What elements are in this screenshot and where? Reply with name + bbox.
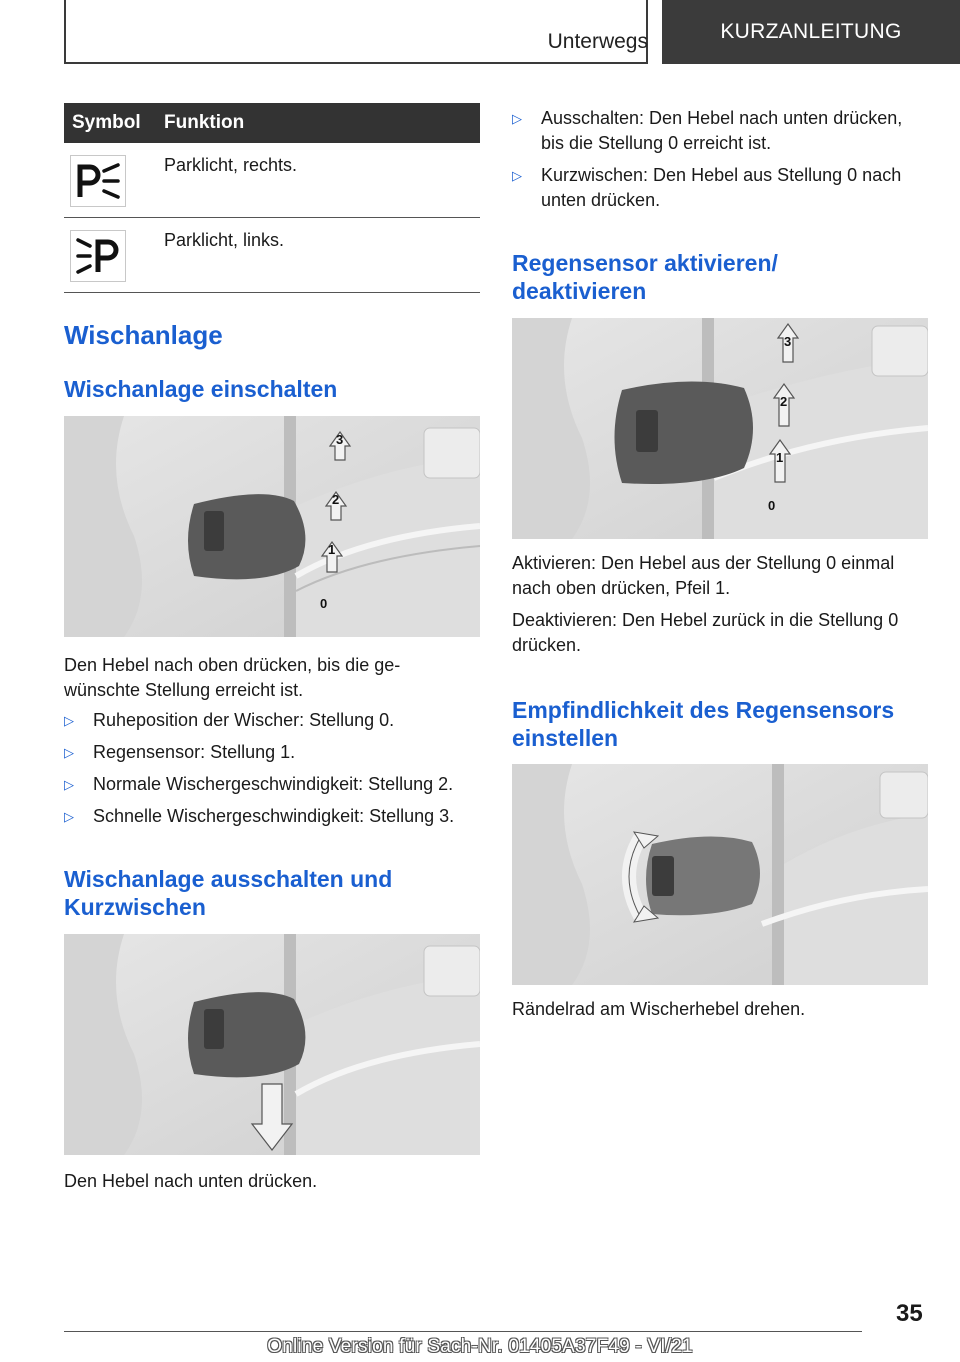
- symbol-table: [64, 103, 480, 293]
- subheading-empfindlichkeit: Empfindlichkeit des Regensensors einstellen: [512, 697, 895, 751]
- position-label-1: 1: [776, 450, 784, 465]
- list-item: ▷ Kurzwischen: Den Hebel aus Stellung 0 nach unten drücken.: [512, 163, 932, 213]
- function-text: Parklicht, links.: [164, 230, 285, 250]
- online-version-note: Online Version für Sach-Nr. 01405A37F49 - VI/21: [267, 1336, 693, 1357]
- function-text: Parklicht, rechts.: [164, 155, 298, 175]
- paragraph-aktivieren: Aktivieren: Den Hebel aus der Stellung 0 einmal nach oben drücken, Pfeil 1.: [512, 553, 895, 598]
- list-item: ▷ Regensensor: Stellung 1.: [64, 740, 484, 765]
- table-row: [64, 218, 480, 293]
- paragraph-ausschalten: Den Hebel nach unten drücken.: [64, 1171, 318, 1191]
- footer-divider: [64, 1331, 862, 1332]
- table-row: [64, 143, 480, 218]
- header-chapter-tab[interactable]: KURZANLEITUNG: [662, 0, 960, 64]
- position-label-0: 0: [768, 498, 776, 513]
- list-item: ▷ Ruheposition der Wischer: Stellung 0.: [64, 708, 484, 733]
- off-modes-list: [512, 106, 932, 220]
- wiper-lever-up-illustration: [64, 416, 480, 637]
- table-header: [64, 103, 480, 143]
- list-item: ▷ Schnelle Wischergeschwindigkeit: Stellung 3.: [64, 804, 484, 829]
- position-label-0: 0: [320, 596, 328, 611]
- position-label-3: 3: [336, 432, 344, 447]
- rain-sensor-illustration: [512, 318, 928, 539]
- position-label-2: 2: [332, 492, 340, 507]
- parking-light-right-icon: [70, 155, 126, 207]
- paragraph-deaktivieren: Deaktivieren: Den Hebel zurück in die Stellung 0 drücken.: [512, 610, 899, 655]
- paragraph-raendelrad: Rändelrad am Wischerhebel drehen.: [512, 999, 806, 1019]
- column-header-symbol: Symbol: [72, 112, 141, 133]
- subheading-ausschalten: Wischanlage ausschalten und Kurzwischen: [64, 866, 393, 920]
- subheading-regensensor: Regensensor aktivieren/ deaktivieren: [512, 250, 778, 304]
- section-heading-wischanlage: Wischanlage: [64, 320, 223, 350]
- paragraph-einschalten: Den Hebel nach oben drücken, bis die ge- wünschte Stellung erreicht ist.: [64, 655, 401, 700]
- list-item: ▷ Ausschalten: Den Hebel nach unten drücken, bis die Stellung 0 erreicht ist.: [512, 106, 932, 156]
- wiper-positions-list: [64, 708, 484, 836]
- list-item: ▷ Normale Wischergeschwindigkeit: Stellung 2.: [64, 772, 484, 797]
- parking-light-left-icon: [70, 230, 126, 282]
- rain-sensor-wheel-illustration: [512, 764, 928, 985]
- column-header-function: Funktion: [164, 112, 245, 133]
- position-label-1: 1: [328, 542, 336, 557]
- position-label-2: 2: [780, 394, 788, 409]
- subheading-einschalten: Wischanlage einschalten: [64, 376, 338, 402]
- page-number: 35: [896, 1300, 923, 1327]
- position-label-3: 3: [784, 334, 792, 349]
- wiper-lever-down-illustration: [64, 934, 480, 1155]
- header-section-title: Unterwegs: [547, 30, 648, 53]
